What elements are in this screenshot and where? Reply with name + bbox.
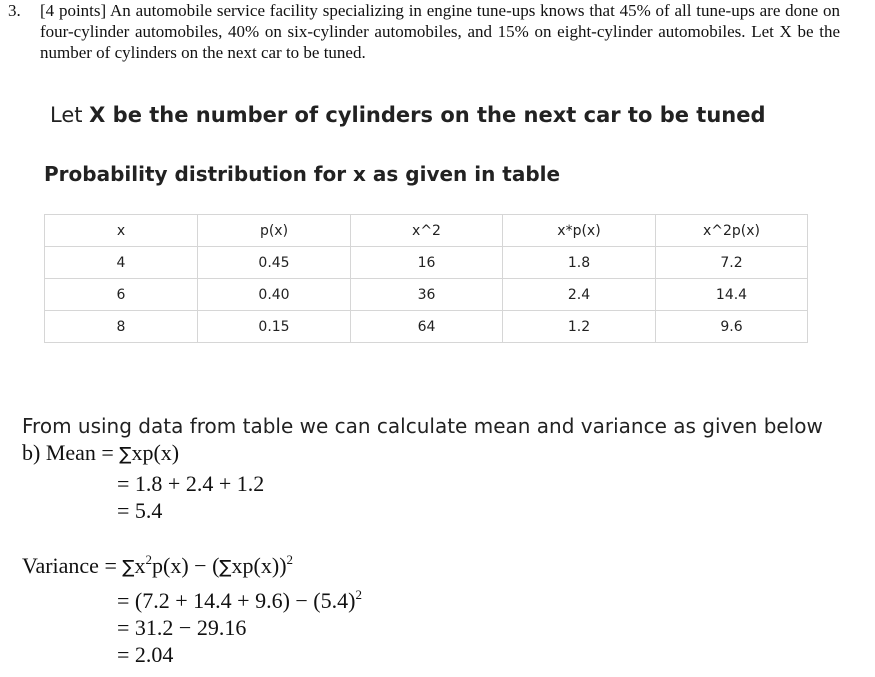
table-cell: 1.2 [503, 311, 656, 343]
equals-sign: = [117, 615, 130, 640]
table-row [45, 279, 808, 311]
distribution-heading: Probability distribution for x as given in table [44, 162, 561, 186]
variance-step-2-value: 31.2 − 29.16 [134, 615, 247, 640]
variance-step-1 [117, 588, 362, 614]
header-xpx: x*p(x) [503, 215, 656, 247]
mean-expression: xp(x) [131, 440, 180, 465]
variance-formula [22, 553, 293, 579]
sum-symbol: ∑ [119, 444, 132, 465]
problem-number: 3. [8, 1, 21, 20]
mean-label: b) Mean [22, 440, 96, 465]
table-cell: 36 [351, 279, 503, 311]
equals-sign: = [117, 498, 130, 523]
mean-formula [22, 440, 179, 466]
variance-term-x: x [134, 553, 146, 578]
table-cell: 0.15 [198, 311, 351, 343]
equals-sign: = [117, 642, 130, 667]
table-row [45, 247, 808, 279]
definition-bold: X be the number of cylinders on the next car to be tuned [89, 103, 766, 127]
variance-result [117, 642, 173, 668]
variance-term-end: xp(x)) [231, 553, 287, 578]
sum-symbol: ∑ [219, 557, 232, 578]
variance-result-value: 2.04 [134, 642, 174, 667]
equals-sign: = [104, 553, 117, 578]
table-cell: 1.8 [503, 247, 656, 279]
mean-result [117, 498, 162, 524]
distribution-table [44, 214, 808, 343]
table-cell: 6 [45, 279, 198, 311]
table-cell: 7.2 [656, 247, 808, 279]
table-cell: 0.45 [198, 247, 351, 279]
mean-step-value: 1.8 + 2.4 + 1.2 [134, 471, 265, 496]
table-cell: 14.4 [656, 279, 808, 311]
equals-sign: = [101, 440, 114, 465]
squared-superscript: 2 [286, 552, 294, 567]
header-px: p(x) [198, 215, 351, 247]
table-cell: 2.4 [503, 279, 656, 311]
variance-term-mid: p(x) − ( [152, 553, 220, 578]
header-x: x [45, 215, 198, 247]
table-cell: 4 [45, 247, 198, 279]
table-header-row [45, 215, 808, 247]
table-cell: 0.40 [198, 279, 351, 311]
sum-symbol: ∑ [122, 557, 135, 578]
variance-label: Variance [22, 553, 99, 578]
squared-superscript: 2 [355, 587, 362, 602]
variance-step-2 [117, 615, 246, 641]
mean-step [117, 471, 264, 497]
mean-result-value: 5.4 [134, 498, 163, 523]
variance-step-1-value: (7.2 + 14.4 + 9.6) − (5.4) [134, 588, 356, 613]
header-x2px: x^2p(x) [656, 215, 808, 247]
table-cell: 16 [351, 247, 503, 279]
definition-prefix: Let [50, 103, 90, 127]
equals-sign: = [117, 471, 130, 496]
table-cell: 9.6 [656, 311, 808, 343]
header-x-squared: x^2 [351, 215, 503, 247]
table-row [45, 311, 808, 343]
squared-superscript: 2 [145, 552, 153, 567]
table-cell: 64 [351, 311, 503, 343]
equals-sign: = [117, 588, 130, 613]
table-cell: 8 [45, 311, 198, 343]
mean-variance-intro: From using data from table we can calculate mean and variance as given below [22, 414, 823, 438]
problem-text: [4 points] An automobile service facility specializing in engine tune-ups knows that 45% of all tune-ups are done on four-cylinder automobiles, 40% on six-cylinder automobiles, and 15% on eight-cylinder automobiles. Let X be the number of cylinders on the next car to be tuned. [40, 1, 840, 62]
definition-line [50, 103, 766, 127]
